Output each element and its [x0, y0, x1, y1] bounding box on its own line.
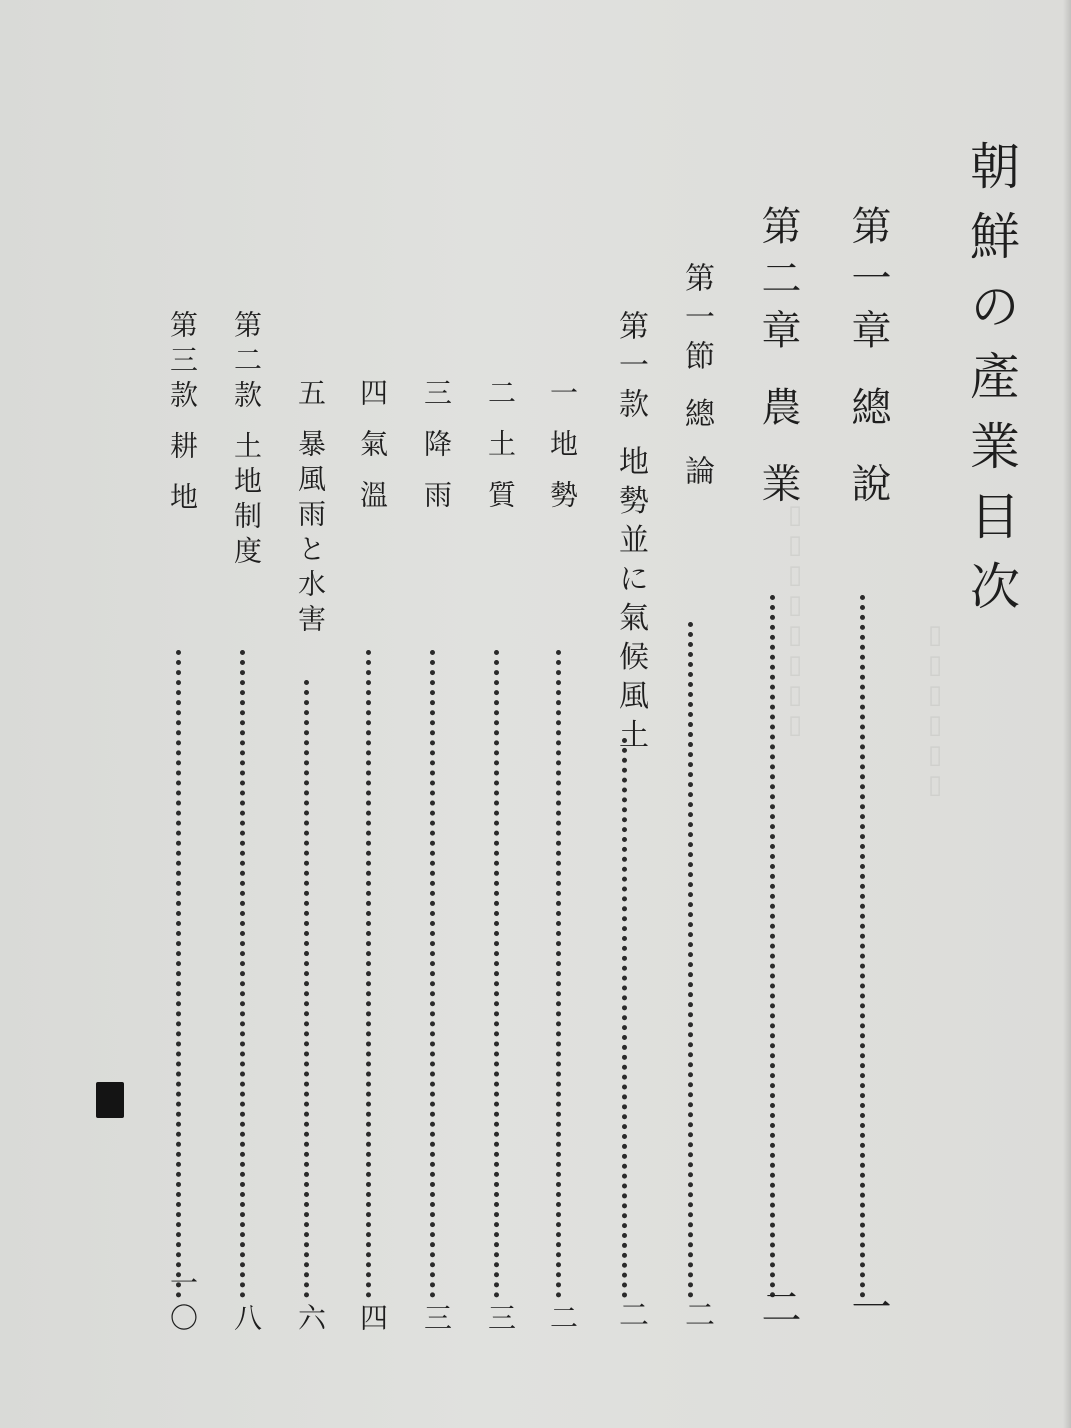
leader-dots [494, 650, 499, 1298]
page-number: 二 [546, 1303, 579, 1338]
toc-entry-item-2: 二 土 質 [484, 378, 517, 515]
toc-entry-item-1: 一 地 勢 [546, 378, 579, 515]
toc-entry-article-2: 第二款 土地制度 [230, 310, 263, 571]
toc-entry-chapter-2: 第二章 農 業 [755, 205, 801, 515]
toc-entry-item-5: 五 暴風雨と水害 [294, 378, 327, 639]
leader-dots [304, 680, 309, 1298]
page-number: 三 [484, 1303, 517, 1338]
leader-dots [430, 650, 435, 1298]
leader-dots [556, 650, 561, 1298]
page-number: 三 [420, 1303, 453, 1338]
leader-dots [176, 650, 181, 1298]
show-through-text: ▯▯▯▯▯▯ [920, 620, 950, 800]
page-number: 一〇 [166, 1268, 199, 1338]
toc-entry-article-3: 第三款 耕 地 [166, 310, 199, 517]
page-number: 四 [356, 1303, 389, 1338]
leader-dots [688, 622, 693, 1298]
toc-entry-item-3: 三 降 雨 [420, 378, 453, 515]
page-edge-shadow [1063, 0, 1071, 1428]
toc-entry-item-4: 四 氣 溫 [356, 378, 389, 515]
page-title: 朝鮮の產業目次 [962, 140, 1020, 630]
folio-number [96, 1082, 124, 1118]
leader-dots [770, 595, 775, 1298]
page-number: 一 [845, 1286, 891, 1338]
page-number: 二 [613, 1299, 648, 1338]
leader-dots [240, 650, 245, 1298]
page-number: 二 [755, 1286, 801, 1338]
page-number: 八 [230, 1303, 263, 1338]
page-number: 二 [679, 1299, 714, 1338]
page-number: 六 [294, 1303, 327, 1338]
toc-entry-article-1: 第一款 地勢並に氣候風土 [613, 310, 648, 758]
leader-dots [622, 738, 627, 1298]
leader-dots [860, 595, 865, 1298]
leader-dots [366, 650, 371, 1298]
toc-entry-chapter-1: 第一章 總 說 [845, 205, 891, 515]
toc-entry-section-1: 第一節 總 論 [679, 262, 714, 495]
show-through-text: ▯▯▯▯▯▯▯▯ [780, 500, 810, 740]
